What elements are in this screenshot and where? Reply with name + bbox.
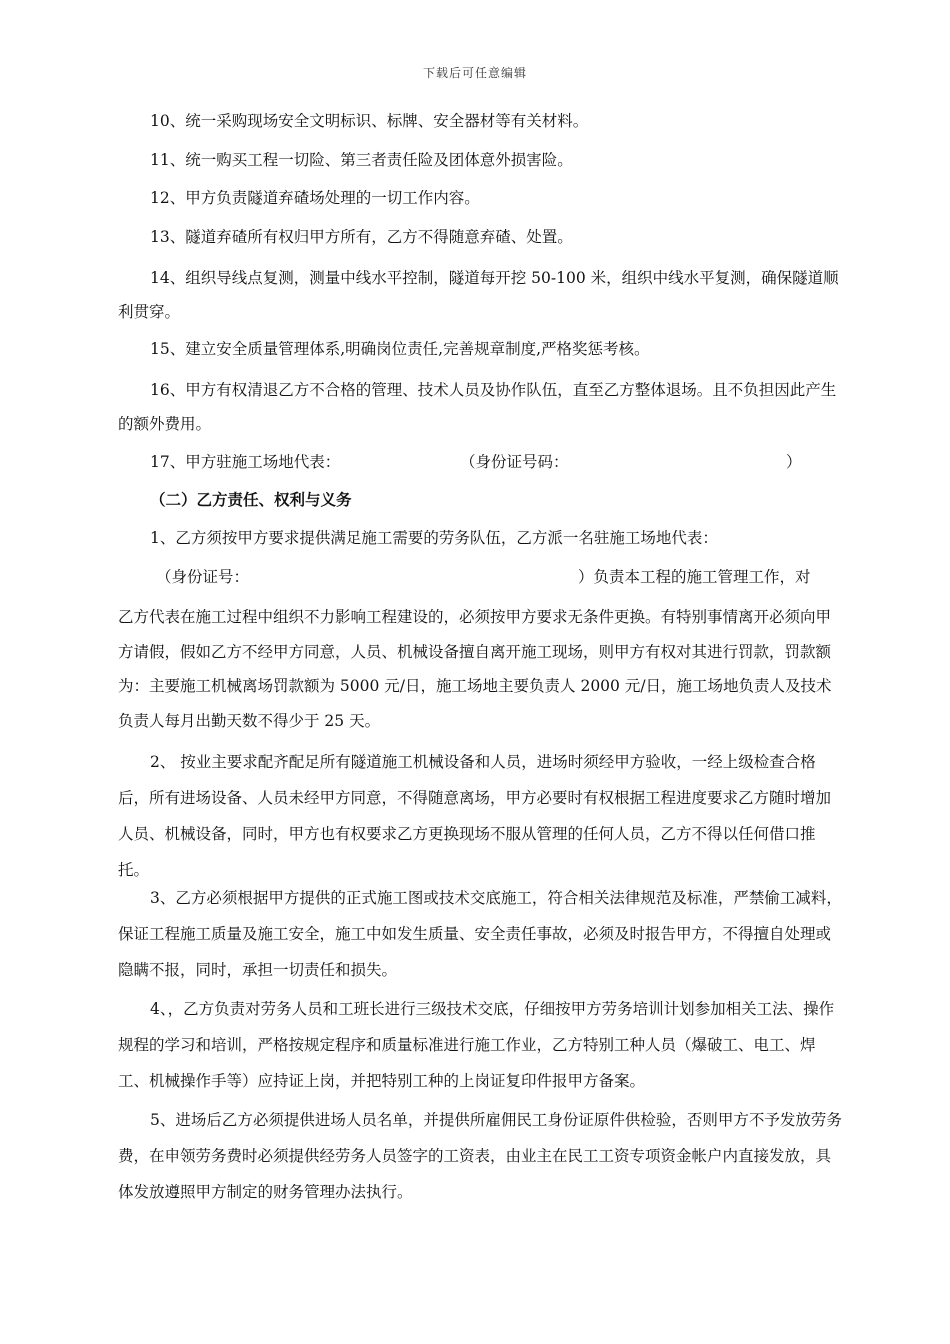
clause-10: 10、统一采购现场安全文明标识、标牌、安全器材等有关材料。 (150, 112, 589, 130)
section-heading-party-b: （二）乙方责任、权利与义务 (150, 490, 352, 509)
party-b-clause-5: 5、进场后乙方必须提供进场人员名单，并提供所雇佣民工身份证原件供检验，否则甲方不予发放劳务费，在申领劳务费时必须提供经劳务人员签字的工资表，由业主在民工工资专项资金帐户内直接发放，具体发放遵照甲方制定的财务管理办法执行。 (118, 1111, 842, 1201)
clause-13: 13、隧道弃碴所有权归甲方所有，乙方不得随意弃碴、处置。 (150, 228, 573, 246)
clause-16: 16、甲方有权清退乙方不合格的管理、技术人员及协作队伍，直至乙方整体退场。且不负担因此产生的额外费用。 (118, 381, 837, 433)
page-header: 下载后可任意编辑 (422, 66, 527, 80)
party-b-clause-2: 2、 按业主要求配齐配足所有隧道施工机械设备和人员，进场时须经甲方验收，一经上级检查合格后，所有进场设备、人员未经甲方同意，不得随意离场，甲方必要时有权根据工程进度要求乙方随时增加人员、机械设备，同时，甲方也有权要求乙方更换现场不服从管理的任何人员，乙方不得以任何借口推托。 (118, 753, 832, 879)
clause-15: 15、建立安全质量管理体系,明确岗位责任,完善规章制度,严格奖惩考核。 (150, 340, 650, 358)
party-b-clause-3: 3、乙方必须根据甲方提供的正式施工图或技术交底施工，符合相关法律规范及标准，严禁偷工减料，保证工程施工质量及施工安全，施工中如发生质量、安全责任事故，必须及时报告甲方，不得擅自处理或隐瞒不报，同时，承担一切责任和损失。 (118, 889, 842, 979)
clause-14: 14、组织导线点复测，测量中线水平控制，隧道每开挖 50-100 米，组织中线水平复测，确保隧道顺利贯穿。 (118, 269, 839, 321)
party-b-clause-1-continued: 乙方代表在施工过程中组织不力影响工程建设的，必须按甲方要求无条件更换。有特别事情离开必须向甲方请假，假如乙方不经甲方同意，人员、机械设备擅自离开施工现场，则甲方有权对其进行罚款，罚款额为：主要施工机械离场罚款额为 5000 元/日，施工场地主要负责人 2000 元/日，施工场地负责人及技术负责人每月出勤天数不得少于 25 天。 (118, 608, 832, 730)
clause-17-label: 17、甲方驻施工场地代表： (150, 453, 341, 471)
clause-11: 11、统一购买工程一切险、第三者责任险及团体意外损害险。 (150, 151, 573, 169)
party-b-clause-4: 4、，乙方负责对劳务人员和工班长进行三级技术交底，仔细按甲方劳务培训计划参加相关工法、操作规程的学习和培训，严格按规定程序和质量标准进行施工作业，乙方特别工种人员（爆破工、电工、焊工、机械操作手等）应持证上岗，并把特别工种的上岗证复印件报甲方备案。 (118, 1000, 835, 1090)
clause-17-id-label: （身份证号码： (460, 453, 569, 471)
clause-17-id-close: ） (786, 453, 802, 471)
party-b-id-label: （身份证号： (156, 568, 250, 586)
party-b-clause-1: 1、乙方须按甲方要求提供满足施工需要的劳务队伍，乙方派一名驻施工场地代表： (150, 529, 718, 547)
party-b-id-close: ）负责本工程的施工管理工作，对 (578, 568, 811, 586)
clause-12: 12、甲方负责隧道弃碴场处理的一切工作内容。 (150, 189, 480, 207)
